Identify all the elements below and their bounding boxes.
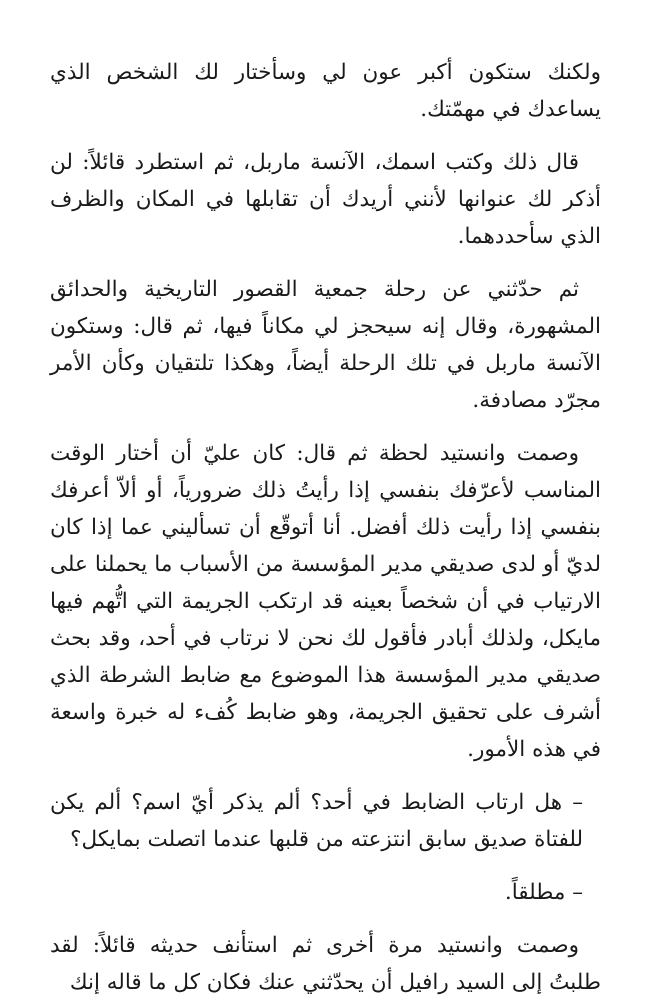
paragraph: وصمت وانستيد مرة أخرى ثم استأنف حديثه قائلاً: لقد طلبتُ إلى السيد رافيل أن يحدّثني عنك فكان كل ما قاله إنك	[50, 933, 601, 995]
paragraph: ولكنك ستكون أكبر عون لي وسأختار لك الشخص الذي يساعدك في مهمّتك.	[50, 60, 601, 122]
paragraph: ثم حدّثني عن رحلة جمعية القصور التاريخية والحدائق المشهورة، وقال إنه سيحجز لي مكاناً فيها، ثم قال: وستكون الآنسة ماربل في تلك الرحلة أيضاً، وهكذا تلتقيان وكأن الأمر مجرّد مصادفة.	[50, 277, 601, 413]
paragraph: وصمت وانستيد لحظة ثم قال: كان عليّ أن أختار الوقت المناسب لأعرّفك بنفسي إذا رأيتُ ذلك ضرورياً، أو ألاّ أعرفك بنفسي إذا رأيت ذلك أفضل. أنا أتوقّع أن تسأليني عما إذا كان لديّ أو لدى صديقي مدير المؤسسة من الأسباب ما يحملنا على الارتياب في أن شخصاً بعينه قد ارتكب الجريمة التي اتُّهم فيها مايكل، ولذلك أبادر فأقول لك نحن لا نرتاب في أحد، وقد بحث صديقي مدير المؤسسة هذا الموضوع مع ضابط الشرطة الذي أشرف على تحقيق الجريمة، وهو ضابط كُفء له خبرة واسعة في هذه الأمور.	[50, 441, 601, 762]
book-page	[50, 54, 601, 1000]
paragraph: قال ذلك وكتب اسمك، الآنسة ماربل، ثم استطرد قائلاً: لن أذكر لك عنوانها لأنني أريدك أن تقابلها في المكان والظرف الذي سأحددهما.	[50, 150, 601, 249]
dialogue-line: – هل ارتاب الضابط في أحد؟ ألم يذكر أيّ اسم؟ ألم يكن للفتاة صديق سابق انتزعته من قلبها عندما اتصلت بمايكل؟	[50, 790, 583, 852]
dialogue-line: – مطلقاً.	[504, 880, 583, 905]
